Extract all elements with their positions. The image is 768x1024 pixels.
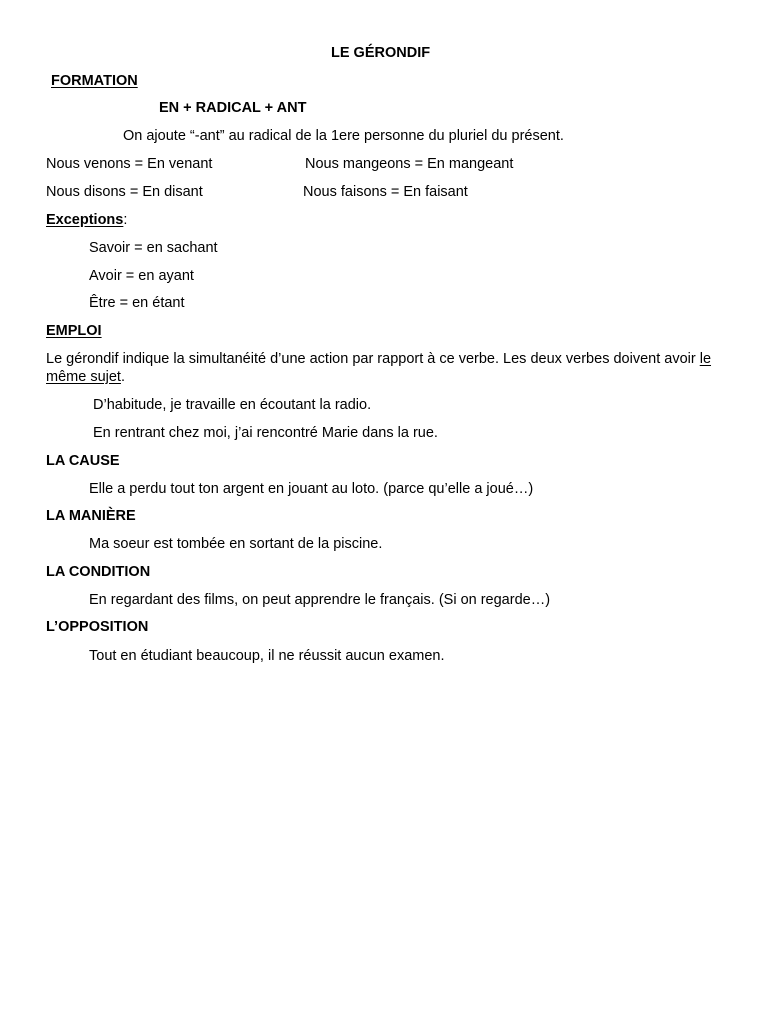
- emploi-example: D’habitude, je travaille en écoutant la radio.: [93, 397, 372, 413]
- formation-heading: FORMATION: [51, 73, 138, 89]
- emploi-text-before: Le gérondif indique la simultanéité d’une action par rapport à ce verbe. Les deux verbes doivent avoir: [46, 351, 700, 367]
- exception-item: Être = en étant: [89, 295, 185, 311]
- emploi-heading: EMPLOI: [46, 323, 102, 339]
- emploi-example: En rentrant chez moi, j’ai rencontré Marie dans la rue.: [93, 425, 438, 441]
- section-example-condition: En regardant des films, on peut apprendre le français. (Si on regarde…): [89, 592, 551, 608]
- section-example-maniere: Ma soeur est tombée en sortant de la piscine.: [89, 536, 383, 552]
- example-left-1: Nous venons = En venant: [46, 156, 213, 172]
- section-example-cause: Elle a perdu tout ton argent en jouant au loto. (parce qu’elle a joué…): [89, 481, 534, 497]
- exceptions-label: Exceptions: [46, 212, 124, 228]
- emploi-text-after: .: [120, 369, 125, 385]
- formation-rule: EN + RADICAL + ANT: [159, 100, 307, 116]
- formation-explanation: On ajoute “-ant” au radical de la 1ere personne du pluriel du présent.: [123, 128, 564, 144]
- example-right-2: Nous faisons = En faisant: [303, 184, 468, 200]
- section-heading-maniere: LA MANIÈRE: [46, 508, 136, 524]
- page-title: LE GÉRONDIF: [331, 45, 431, 61]
- example-right-1: Nous mangeons = En mangeant: [305, 156, 514, 172]
- exceptions-colon: :: [123, 212, 128, 228]
- section-heading-cause: LA CAUSE: [46, 453, 120, 469]
- section-heading-opposition: L’OPPOSITION: [46, 619, 149, 635]
- emploi-paragraph: [46, 350, 716, 386]
- section-example-opposition: Tout en étudiant beaucoup, il ne réussit aucun examen.: [89, 648, 445, 664]
- example-left-2: Nous disons = En disant: [46, 184, 203, 200]
- exception-item: Savoir = en sachant: [89, 240, 218, 256]
- exception-item: Avoir = en ayant: [89, 268, 194, 284]
- exceptions-heading: [46, 211, 127, 229]
- emploi-text-underlined: le même sujet: [46, 351, 712, 385]
- section-heading-condition: LA CONDITION: [46, 564, 151, 580]
